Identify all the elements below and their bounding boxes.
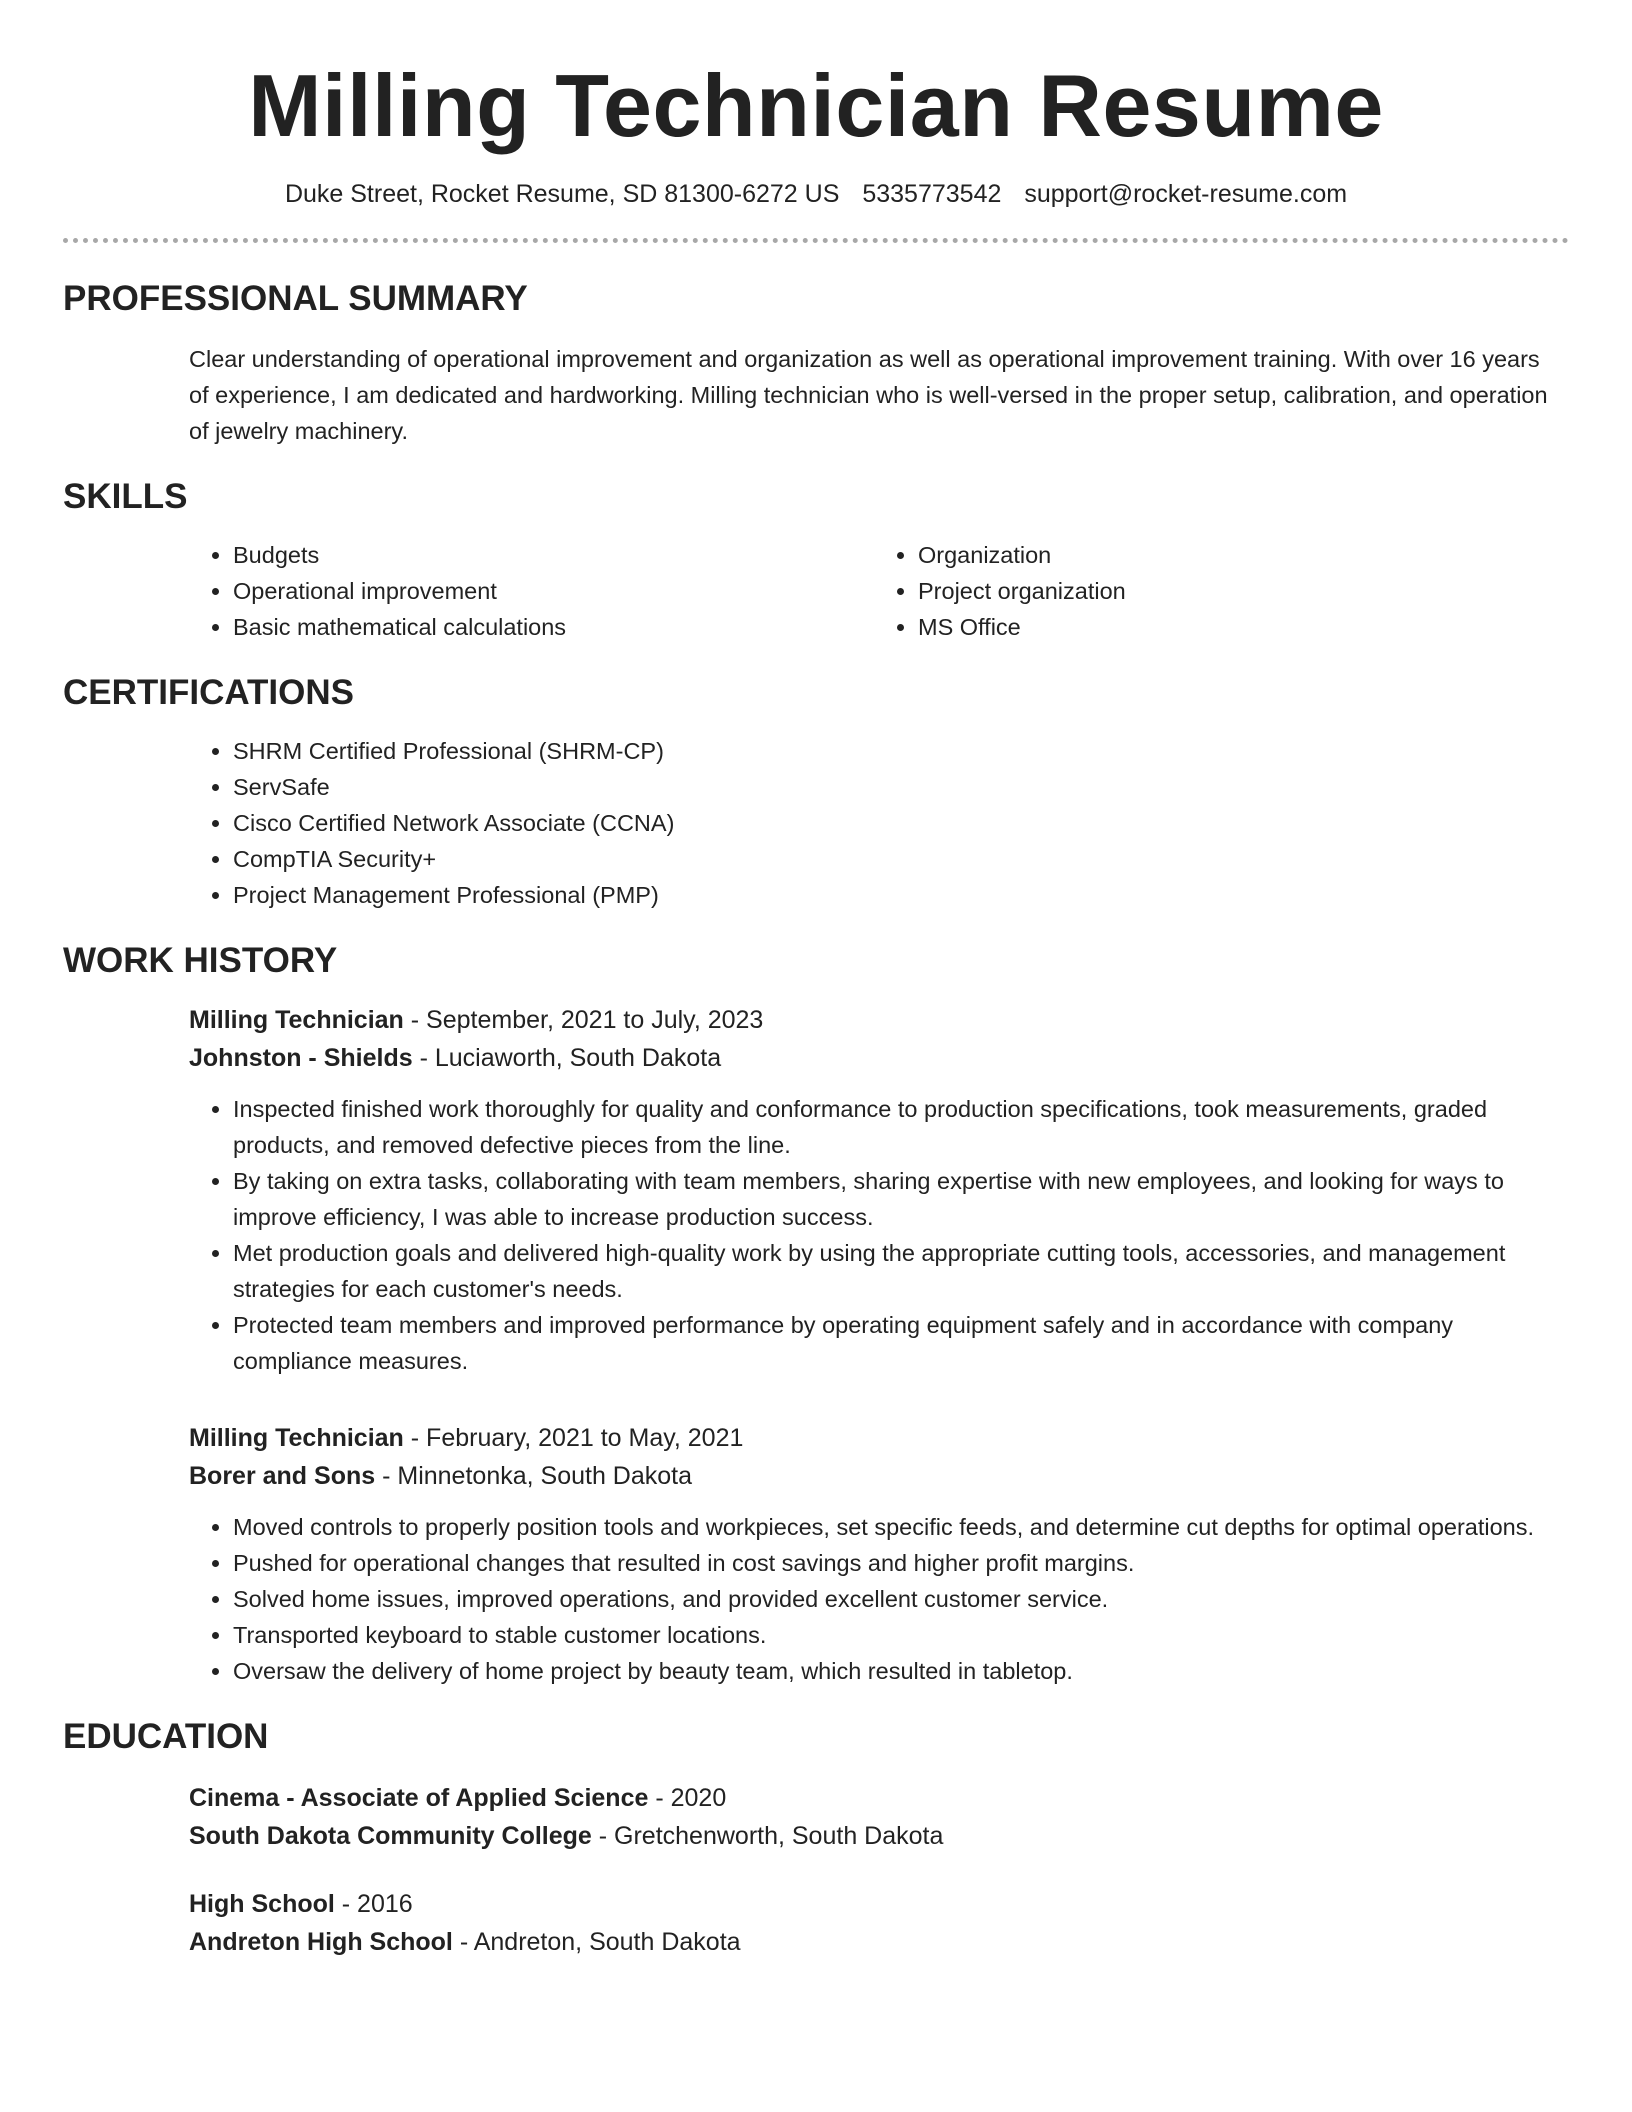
- job-bullet: • Oversaw the delivery of home project by beauty team, which resulted in tabletop.: [233, 1653, 1559, 1689]
- skills-list-right: [874, 537, 1559, 645]
- certifications-list: [189, 733, 1559, 913]
- resume-title: Milling Technician Resume: [248, 56, 1384, 155]
- education-entry: [189, 1885, 1559, 1961]
- certifications-section: [63, 671, 1569, 913]
- job-location: - Luciaworth, South Dakota: [412, 1044, 722, 1072]
- education-degree-line: [189, 1885, 1559, 1923]
- education-location: - Gretchenworth, South Dakota: [591, 1822, 944, 1850]
- education-degree-line: [189, 1779, 1559, 1817]
- certification-item: • CompTIA Security+: [233, 841, 1559, 877]
- summary-section: [63, 277, 1569, 449]
- education-heading: EDUCATION: [63, 1717, 269, 1756]
- job-title: Milling Technician: [189, 1006, 404, 1034]
- job-company-line: [189, 1457, 1559, 1495]
- job-title: Milling Technician: [189, 1424, 404, 1452]
- job-title-line: [189, 1419, 1559, 1457]
- job-bullet: • Transported keyboard to stable customer locations.: [233, 1617, 1559, 1653]
- certification-item: • SHRM Certified Professional (SHRM-CP): [233, 733, 1559, 769]
- skills-section: [63, 475, 1569, 645]
- job-company: Johnston - Shields: [189, 1044, 413, 1072]
- job-company-line: [189, 1039, 1559, 1077]
- summary-heading: PROFESSIONAL SUMMARY: [63, 279, 528, 318]
- skills-grid: [189, 537, 1559, 645]
- education-degree: High School: [189, 1890, 335, 1918]
- job-bullets: [189, 1091, 1559, 1379]
- job-bullets: [189, 1509, 1559, 1689]
- education-degree: Cinema - Associate of Applied Science: [189, 1784, 649, 1812]
- education-year: - 2016: [334, 1890, 413, 1918]
- skill-item: • Basic mathematical calculations: [233, 609, 874, 645]
- job-location: - Minnetonka, South Dakota: [375, 1462, 693, 1490]
- contact-line: [63, 178, 1569, 210]
- skill-item: • MS Office: [918, 609, 1559, 645]
- job-dates: - September, 2021 to July, 2023: [403, 1006, 764, 1034]
- education-school-line: [189, 1817, 1559, 1855]
- skills-list-left: [189, 537, 874, 645]
- skill-item: • Budgets: [233, 537, 874, 573]
- job-bullet: • Solved home issues, improved operations, and provided excellent customer service.: [233, 1581, 1559, 1617]
- skills-heading: SKILLS: [63, 477, 188, 516]
- job-title-line: [189, 1001, 1559, 1039]
- job-bullet: • Met production goals and delivered high-quality work by using the appropriate cutting tools, accessories, and management strategies for each customer's needs.: [233, 1235, 1559, 1307]
- summary-text: Clear understanding of operational improvement and organization as well as operational improvement training. With over 16 years of experience, I am dedicated and hardworking. Milling technician who is well-versed in the proper setup, calibration, and operation of jewelry machinery.: [189, 346, 1548, 444]
- certification-item: • ServSafe: [233, 769, 1559, 805]
- certifications-list-wrap: [189, 733, 1559, 913]
- education-location: - Andreton, South Dakota: [452, 1928, 741, 1956]
- skill-item: • Project organization: [918, 573, 1559, 609]
- job-dates: - February, 2021 to May, 2021: [403, 1424, 744, 1452]
- contact-address: Duke Street, Rocket Resume, SD 81300-6272 US: [284, 180, 840, 208]
- work-heading: WORK HISTORY: [63, 941, 338, 980]
- education-school-line: [189, 1923, 1559, 1961]
- job-entry: [189, 1001, 1559, 1379]
- job-bullet: • Inspected finished work thoroughly for quality and conformance to production specifications, took measurements, graded products, and removed defective pieces from the line.: [233, 1091, 1559, 1163]
- job-bullet: • Pushed for operational changes that resulted in cost savings and higher profit margins.: [233, 1545, 1559, 1581]
- certification-item: • Cisco Certified Network Associate (CCNA): [233, 805, 1559, 841]
- certifications-heading: CERTIFICATIONS: [63, 673, 355, 712]
- certification-item: • Project Management Professional (PMP): [233, 877, 1559, 913]
- header-divider: [63, 238, 1569, 243]
- work-section: [63, 939, 1569, 1689]
- education-school: South Dakota Community College: [189, 1822, 592, 1850]
- job-entry: [189, 1419, 1559, 1689]
- skill-item: • Operational improvement: [233, 573, 874, 609]
- job-company: Borer and Sons: [189, 1462, 376, 1490]
- contact-email: support@rocket-resume.com: [1024, 180, 1348, 208]
- job-bullet: • Protected team members and improved performance by operating equipment safely and in accordance with company compliance measures.: [233, 1307, 1559, 1379]
- contact-phone: 5335773542: [862, 180, 1002, 208]
- education-year: - 2020: [648, 1784, 727, 1812]
- skill-item: • Organization: [918, 537, 1559, 573]
- education-entry: [189, 1779, 1559, 1855]
- job-bullet: • By taking on extra tasks, collaborating with team members, sharing expertise with new employees, and looking for ways to improve efficiency, I was able to increase production success.: [233, 1163, 1559, 1235]
- education-section: [63, 1715, 1569, 1961]
- education-school: Andreton High School: [189, 1928, 453, 1956]
- job-bullet: • Moved controls to properly position tools and workpieces, set specific feeds, and determine cut depths for optimal operations.: [233, 1509, 1559, 1545]
